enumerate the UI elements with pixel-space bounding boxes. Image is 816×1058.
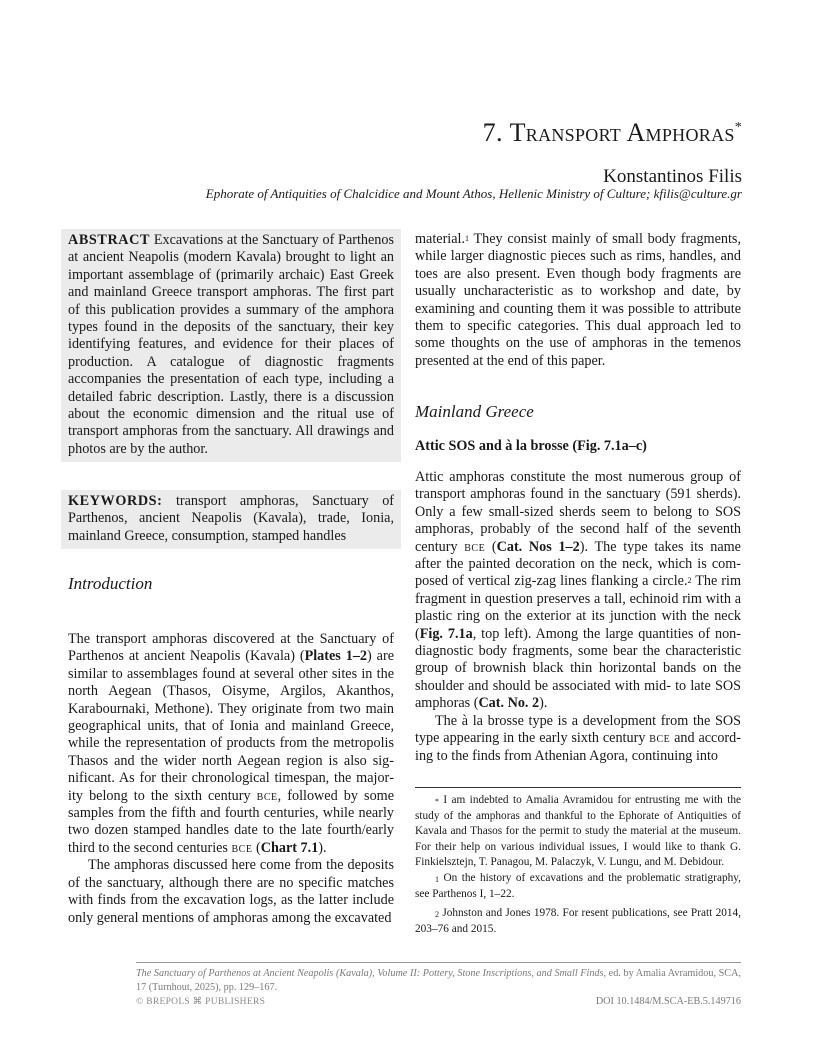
plates-reference[interactable]: Plates 1–2 <box>304 648 368 665</box>
era-label: bce <box>464 538 486 555</box>
attic-section-body <box>415 469 741 765</box>
title-footnote-marker[interactable]: * <box>734 120 742 135</box>
footnote-marker: 1 <box>435 874 439 884</box>
footnote-marker: * <box>435 797 439 806</box>
book-title: The Sanctuary of Parthenos at Ancient Neapolis (Kavala), Volume II: Pottery, Stone Inscriptions, and Small Finds <box>136 968 604 979</box>
chapter-title-text: Transport Amphoras <box>509 118 735 147</box>
subsection-heading-attic: Attic SOS and à la brosse (Fig. 7.1a–c) <box>415 438 647 454</box>
text-run: , followed by some samples from the fifth and fourth centuries, while nearly two dozen stamped handles date to the late fourth/early third to the second centuries <box>68 787 394 856</box>
text-run: They consist mainly of small body fragments, while larger diagnostic pieces such as rims, handles, and toes are also present. Even though body fragments are usually uncharacteristic as to workshop and date, by examining and counting them it was possible to attribute them to specific categories. This dual approach led to some thoughts on the use of amphoras in the temenos presented at the end of this paper. <box>415 231 741 369</box>
text-run: Attic amphoras constitute the most numerous group of transport amphoras found in the sanctuary (591 sherds). Only a few small-sized sherds seem to belong to SOS amphoras, probably of the second half of the seventh century <box>415 469 741 555</box>
author-affiliation: Ephorate of Antiquities of Chalcidice and Mount Athos, Hellenic Ministry of Culture; kfilis@culture.gr <box>205 186 742 201</box>
intro-paragraph-2: The amphoras discussed here come from the deposits of the sanctuary, although there are no specific matches with finds from the excavation logs, as the latter include only general mentions of amphoras among the excavated <box>68 857 394 926</box>
abstract-label: ABSTRACT <box>68 232 151 248</box>
intro-paragraph-1 <box>68 631 394 857</box>
footnote-item <box>415 906 741 937</box>
era-label: bce <box>649 730 671 747</box>
footnote-ref-2[interactable]: 2 <box>687 576 692 586</box>
doi-link[interactable]: DOI 10.1484/M.SCA-EB.5.149716 <box>595 996 741 1007</box>
footnotes <box>415 793 741 937</box>
continued-paragraph <box>415 231 741 370</box>
text-run: ). The type takes its name after the painted decoration on the neck, which is composed of vertical zig-zag lines flanking a circle. <box>415 538 741 590</box>
figure-reference[interactable]: Fig. 7.1a <box>419 625 473 642</box>
text-run: ) are similar to assemblages found at several other sites in the north Aegean (Thasos, Oisyme, Argilos, Akanthos, Karabournaki, Methone). They originate from two main geographical units, that of Ionia and mainland Greece, while the representation of products from the metropolis Thasos and the wider north Aegean region is also significant. As for their chronological timespan, the majority belong to the sixth century <box>68 648 395 804</box>
text-run: The transport amphoras discovered at the Sanctuary of Parthenos at ancient Neapolis (Kavala) ( <box>68 631 394 665</box>
era-label: bce <box>256 787 278 804</box>
footnote-text: Johnston and Jones 1978. For resent publications, see Pratt 2014, 203–76 and 2015. <box>415 907 741 935</box>
author-name: Konstantinos Filis <box>603 166 742 187</box>
footnote-item <box>415 871 741 902</box>
footnote-ref-1[interactable]: 1 <box>465 234 470 243</box>
text-run: ( <box>252 839 261 856</box>
citation-details: , ed. by Amalia Avramidou, SCA, 17 (Turnhout, 2025), pp. 129–167. <box>136 968 742 993</box>
publisher-label: © BREPOLS ⌘ PUBLISHERS <box>136 997 266 1007</box>
chapter-title <box>483 118 742 148</box>
attic-paragraph-1 <box>415 469 741 713</box>
text-run: ). <box>539 695 548 712</box>
introduction-body <box>68 631 394 927</box>
attic-paragraph-2 <box>415 713 741 765</box>
abstract-text: Excavations at the Sanctuary of Parthenos at ancient Neapolis (modern Kavala) brought to light an important assemblage of (primarily archaic) East Greek and mainland Greece transport amphoras. The first part of this publication provides a summary of the amphora types found in the deposits of the sanctuary, their key identifying features, and evidence for their places of production. A catalogue of diagnostic fragments accompanies the presentation of each type, including a detailed fabric description. Lastly, there is a discussion about the economic dimension and the ritual use of transport amphoras from the sanctuary. All drawings and photos are by the author. <box>68 232 395 457</box>
footnote-text: I am indebted to Amalia Avramidou for entrusting me with the study of the amphoras and thankful to the Ephorate of Antiquities of Kavala and Thasos for the permit to study the material at the museum. For their help on various individual issues, I would like to thank G. Finkielsztejn, T. Panagou, M. Palaczyk, V. Lungu, and M. Debidour. <box>415 794 741 869</box>
text-run: ( <box>485 538 497 555</box>
text-run: The rim fragment in question preserves a tall, echinoid rim with a plastic ring on the exterior at its junction with the neck ( <box>415 573 741 642</box>
chapter-number: 7. <box>482 118 503 147</box>
footnote-item <box>415 793 741 871</box>
footnote-text: On the history of excavations and the problematic stratigraphy, see Parthenos I, 1–22. <box>415 871 741 900</box>
footnote-divider <box>415 787 741 788</box>
keywords-label: KEYWORDS: <box>68 493 163 509</box>
text-run: ). <box>318 839 327 856</box>
keywords-text: transport amphoras, Sanctuary of Parthenos, ancient Neapolis (Kavala), trade, Ionia, mainland Greece, consumption, stamped handles <box>68 493 395 544</box>
text-run: material. <box>415 231 466 247</box>
page-footer-divider <box>136 962 741 963</box>
book-citation <box>136 967 741 994</box>
catalogue-reference[interactable]: Cat. Nos 1–2 <box>496 538 580 555</box>
catalogue-reference[interactable]: Cat. No. 2 <box>478 695 540 712</box>
keywords-box <box>61 490 401 549</box>
section-heading-mainland-greece: Mainland Greece <box>415 402 534 421</box>
era-label: bce <box>231 839 253 856</box>
introduction-heading: Introduction <box>68 574 153 593</box>
text-run: The à la brosse type is a development from the SOS type appearing in the early sixth century <box>415 712 741 747</box>
chart-reference[interactable]: Chart 7.1 <box>260 839 319 856</box>
abstract-box <box>61 229 401 462</box>
text-run: and according to the finds from Athenian Agora, continuing into <box>415 730 741 764</box>
text-run: , top left). Among the large quantities of non-diagnostic body fragments, some bear the characteristic group of brownish black thin horizontal bands on the shoulder and should be associated with mid- to late SOS amphoras ( <box>415 625 741 712</box>
footnote-marker: 2 <box>435 910 439 920</box>
